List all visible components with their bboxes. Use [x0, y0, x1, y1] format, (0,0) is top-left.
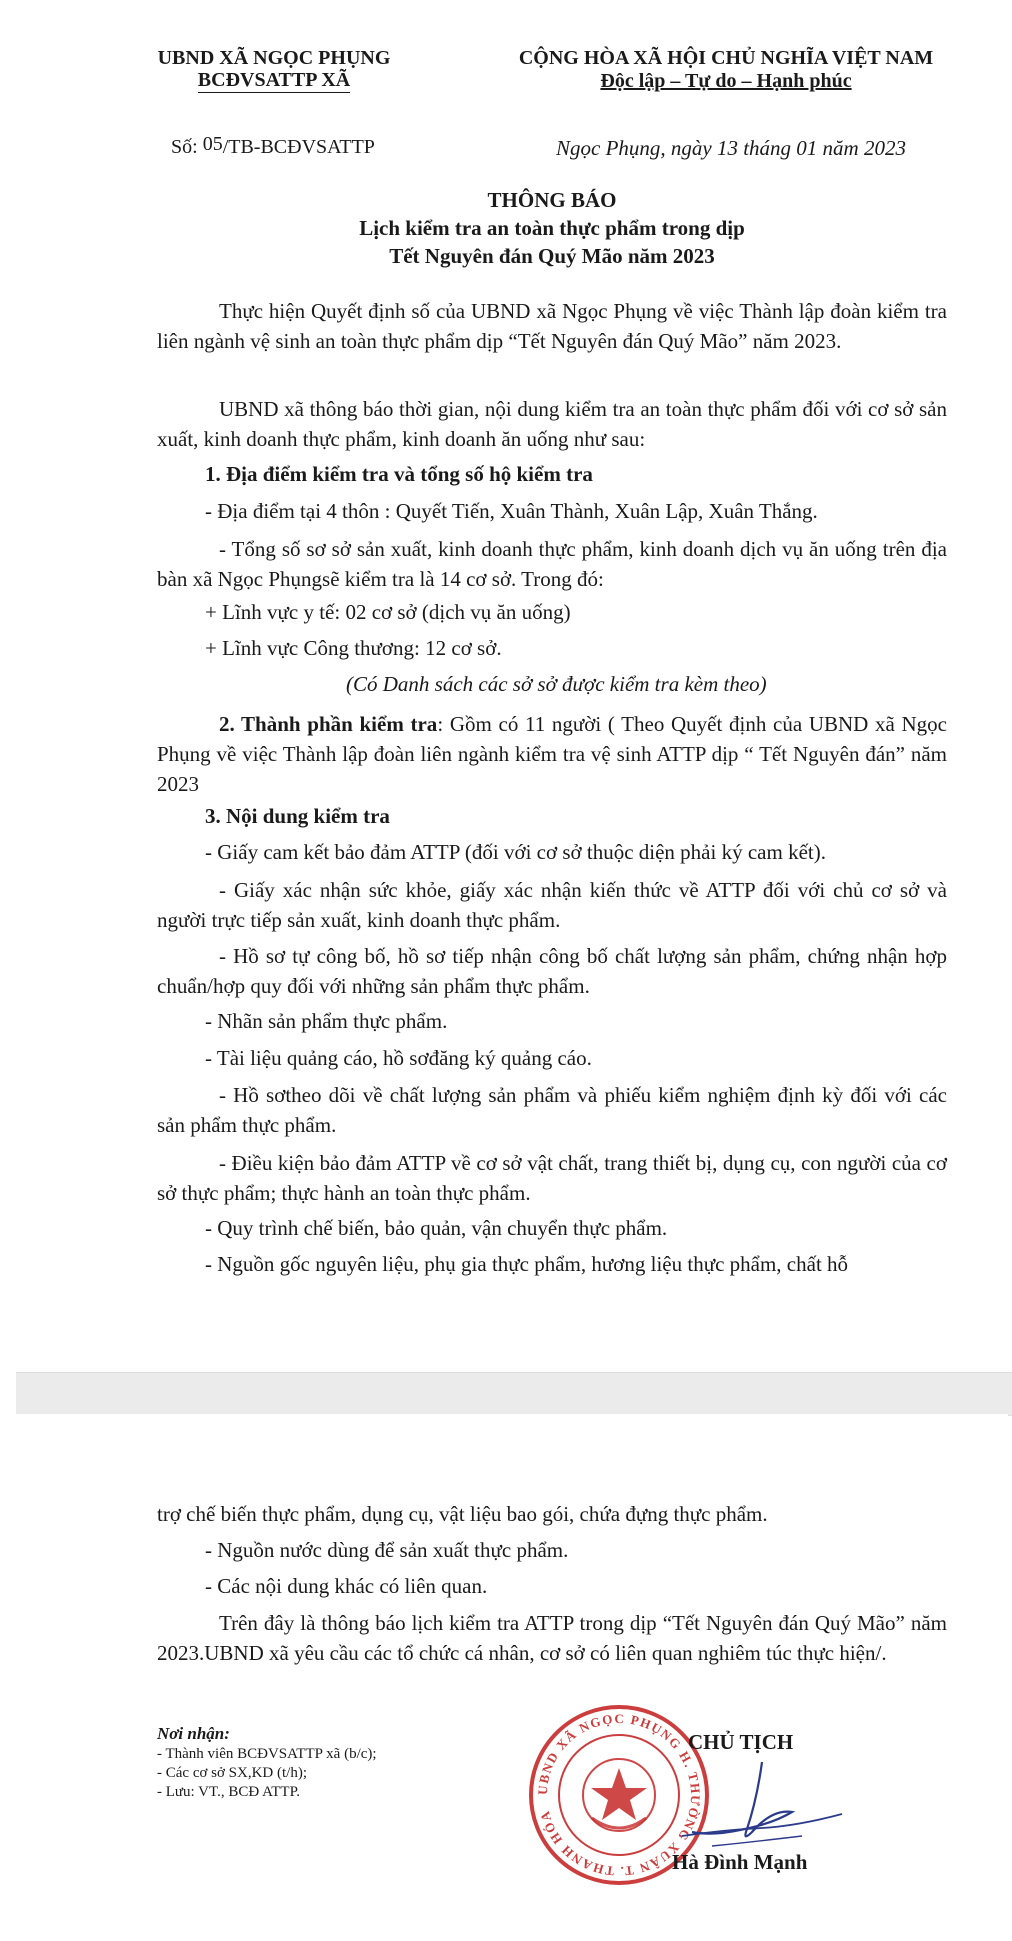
list-item: - Nhãn sản phẩm thực phẩm. [205, 1009, 448, 1033]
section-1-health: + Lĩnh vực y tế: 02 cơ sở (dịch vụ ăn uống) [205, 600, 571, 624]
list-item: - Tài liệu quảng cáo, hồ sơđăng ký quảng cáo. [205, 1046, 592, 1070]
list-item: - Nguồn gốc nguyên liệu, phụ gia thực phẩm, hương liệu thực phẩm, chất hỗ [205, 1252, 849, 1276]
list-item: - Các nội dung khác có liên quan. [205, 1574, 488, 1598]
signature [652, 1754, 852, 1864]
recipient-item: - Các cơ sở SX,KD (t/h); [157, 1765, 308, 1781]
number-prefix: Số: [171, 136, 198, 158]
signer-title: CHỦ TỊCH [688, 1730, 794, 1754]
section-1-trade: + Lĩnh vực Công thương: 12 cơ sở. [205, 636, 502, 660]
list-item: - Quy trình chế biến, bảo quản, vận chuyển thực phẩm. [205, 1216, 668, 1240]
nation-motto [471, 69, 981, 93]
list-item: - Nguồn nước dùng để sản xuất thực phẩm. [205, 1538, 569, 1562]
continuation-line: trợ chế biến thực phẩm, dụng cụ, vật liệu bao gói, chứa đựng thực phẩm. [157, 1502, 768, 1526]
place-date: Ngọc Phụng, ngày 13 tháng 01 năm 2023 [556, 136, 906, 160]
org-subname-text: BCĐVSATTP XÃ [197, 69, 351, 91]
notice-title: THÔNG BÁO [487, 188, 617, 212]
list-item: - Hồ sơ tự công bố, hồ sơ tiếp nhận công bố chất lượng sản phẩm, chứng nhận hợp chuẩn/hợp quy đối với những sản phẩm thực phẩm. [157, 944, 947, 998]
section-1-total: - Tổng số sơ sở sản xuất, kinh doanh thực phẩm, kinh doanh dịch vụ ăn uống trên địa bàn xã Ngọc Phụngsẽ kiểm tra là 14 cơ sở. Trong đó: [157, 537, 947, 591]
org-name: UBND XÃ NGỌC PHỤNG [157, 47, 391, 69]
announce-paragraph: UBND xã thông báo thời gian, nội dung kiểm tra an toàn thực phẩm đối với cơ sở sản xuất, kinh doanh thực phẩm, kinh doanh ăn uống như sau: [157, 397, 947, 451]
section-3-heading: 3. Nội dung kiểm tra [205, 804, 390, 828]
signer-name: Hà Đình Mạnh [672, 1850, 808, 1874]
document-number [171, 133, 375, 159]
stamp-text: UBND XÃ NGỌC PHỤNG H. THƯỜNG XUÂN T. THANH HÓA [534, 1710, 704, 1880]
closing-paragraph: Trên đây là thông báo lịch kiểm tra ATTP trong dịp “Tết Nguyên đán Quý Mão” năm 2023.UBND xã yêu cầu các tổ chức cá nhân, cơ sở có liên quan nghiêm túc thực hiện/. [157, 1611, 947, 1665]
list-item: - Điều kiện bảo đảm ATTP về cơ sở vật chất, trang thiết bị, dụng cụ, con người của cơ sở thực phẩm; thực hành an toàn thực phẩm. [157, 1151, 947, 1205]
list-item: - Giấy cam kết bảo đảm ATTP (đối với cơ sở thuộc diện phải ký cam kết). [205, 840, 826, 864]
list-item: - Giấy xác nhận sức khỏe, giấy xác nhận kiến thức về ATTP đối với chủ cơ sở và người trực tiếp sản xuất, kinh doanh thực phẩm. [157, 878, 947, 932]
list-item: - Hồ sơtheo dõi về chất lượng sản phẩm và phiếu kiểm nghiệm định kỳ đối với các sản phẩm thực phẩm. [157, 1083, 947, 1137]
recipients-title: Nơi nhận: [157, 1724, 230, 1743]
nation-motto-text: Độc lập – Tự do – Hạnh phúc [600, 70, 852, 92]
page-separator [16, 1372, 1012, 1416]
section-1-heading: 1. Địa điểm kiểm tra và tổng số hộ kiểm tra [205, 462, 593, 486]
recipient-item: - Lưu: VT., BCĐ ATTP. [157, 1784, 301, 1800]
notice-subtitle-1: Lịch kiểm tra an toàn thực phẩm trong dịp [359, 216, 745, 240]
number-suffix: /TB-BCĐVSATTP [222, 136, 375, 158]
section-1-locations: - Địa điểm tại 4 thôn : Quyết Tiến, Xuân Thành, Xuân Lập, Xuân Thắng. [205, 499, 818, 523]
document-page-1 [16, 0, 1008, 1372]
intro-paragraph: Thực hiện Quyết định số của UBND xã Ngọc Phụng về việc Thành lập đoàn kiểm tra liên ngành vệ sinh an toàn thực phẩm dịp “Tết Nguyên đán Quý Mão” năm 2023. [157, 299, 947, 353]
section-1-note: (Có Danh sách các sở sở được kiểm tra kèm theo) [346, 672, 767, 696]
section-2-paragraph [157, 709, 947, 799]
document-page-2 [16, 1414, 1008, 1941]
recipient-item: - Thành viên BCĐVSATTP xã (b/c); [157, 1746, 377, 1762]
number-value: 05 [202, 133, 223, 155]
nation-title: CỘNG HÒA XÃ HỘI CHỦ NGHĨA VIỆT NAM [518, 47, 934, 69]
notice-subtitle-2: Tết Nguyên đán Quý Mão năm 2023 [389, 244, 715, 268]
org-subname [124, 68, 424, 92]
section-2-text: : Gồm có 11 người ( Theo Quyết định của UBND xã Ngọc Phụng về việc Thành lập đoàn liên ngành kiểm tra vệ sinh ATTP dịp “ Tết Nguyên đán” năm 2023 [157, 712, 947, 796]
section-2-heading: 2. Thành phần kiểm tra [219, 712, 438, 736]
